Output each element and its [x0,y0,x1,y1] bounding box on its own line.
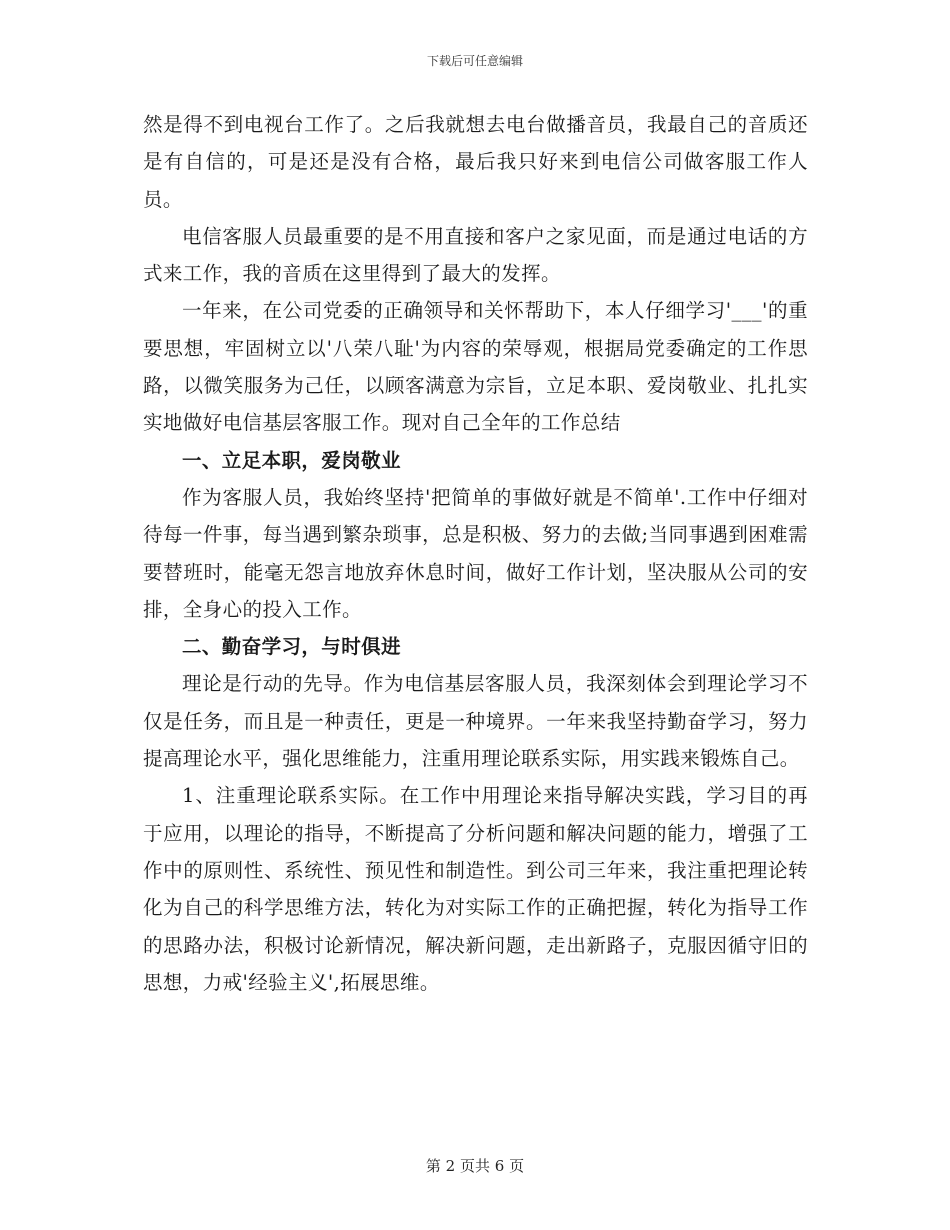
paragraph-year-summary: 一年来，在公司党委的正确领导和关怀帮助下，本人仔细学习'___'的重要思想，牢固树立以'八荣八耻'为内容的荣辱观，根据局党委确定的工作思路，以微笑服务为己任，以顾客满意为宗旨，立足本职、爱岗敬业、扎扎实实地做好电信基层客服工作。现对自己全年的工作总结 [143,299,808,435]
section-heading-1: 一、立足本职，爱岗敬业 [182,448,401,472]
paragraph-customer-service: 电信客服人员最重要的是不用直接和客户之家见面，而是通过电话的方式来工作，我的音质在这里得到了最大的发挥。 [143,224,808,286]
paragraph-theory: 理论是行动的先导。作为电信基层客服人员，我深刻体会到理论学习不仅是任务，而且是一种责任，更是一种境界。一年来我坚持勤奋学习，努力提高理论水平，强化思维能力，注重用理论联系实际，用实践来锻炼自己。 [143,672,808,771]
paragraph-dedication: 作为客服人员，我始终坚持'把简单的事做好就是不简单'.工作中仔细对待每一件事，每当遇到繁杂琐事，总是积极、努力的去做;当同事遇到困难需要替班时，能毫无怨言地放弃休息时间，做好工作计划，坚决服从公司的安排，全身心的投入工作。 [143,485,808,621]
document-body [143,106,808,1001]
paragraph-continuation: 然是得不到电视台工作了。之后我就想去电台做播音员，我最自己的音质还是有自信的，可是还是没有合格，最后我只好来到电信公司做客服工作人员。 [143,113,808,211]
paragraph-practice: 1、注重理论联系实际。在工作中用理论来指导解决实践，学习目的再于应用，以理论的指导，不断提高了分析问题和解决问题的能力，增强了工作中的原则性、系统性、预见性和制造性。到公司三年来，我注重把理论转化为自己的科学思维方法，转化为对实际工作的正确把握，转化为指导工作的思路办法，积极讨论新情况，解决新问题，走出新路子，克服因循守旧的思想，力戒'经验主义',拓展思维。 [143,784,808,994]
page-header-note: 下载后可任意编辑 [426,54,523,68]
section-heading-2: 二、勤奋学习，与时俱进 [182,635,401,659]
page-number: 第 2 页共 6 页 [425,1157,525,1175]
